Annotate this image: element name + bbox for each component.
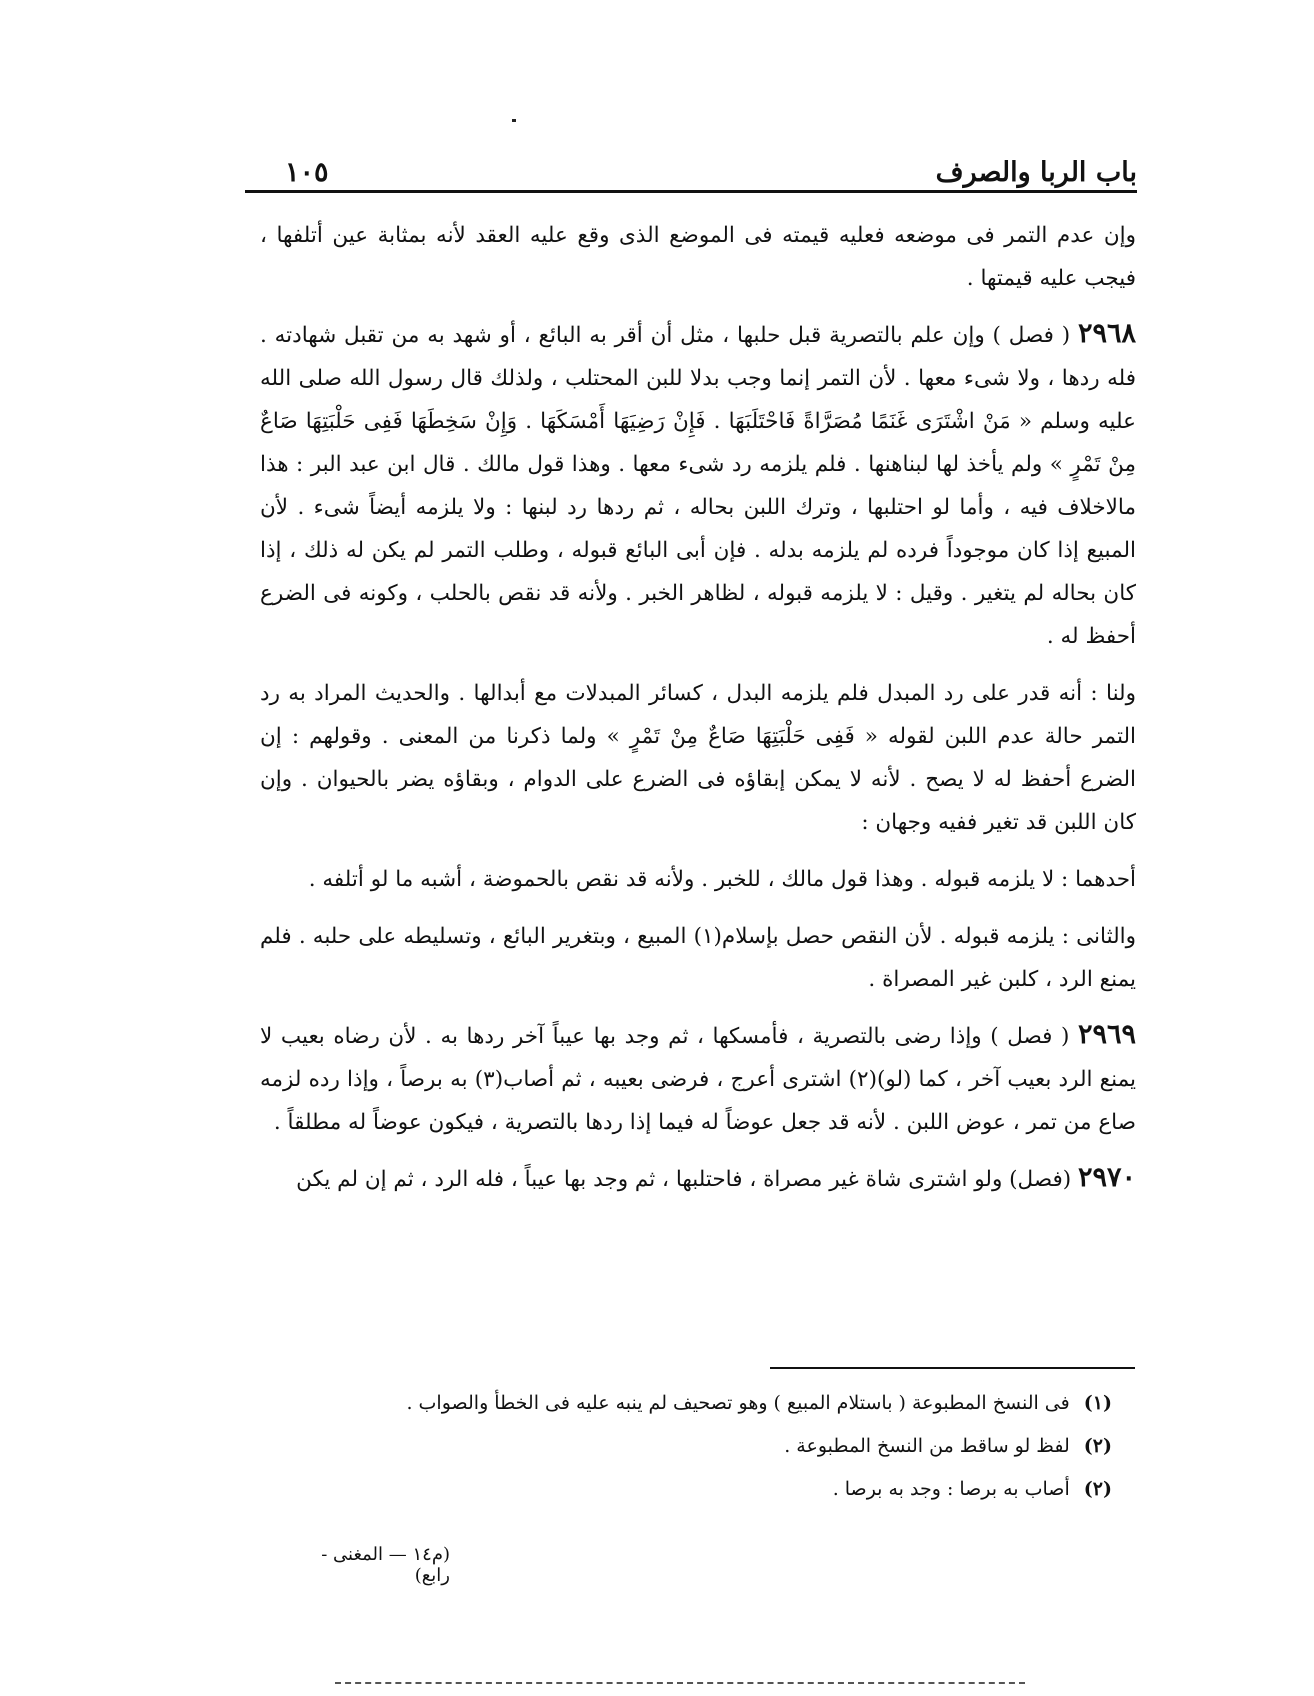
paragraph-text: أحدهما : لا يلزمه قبوله . وهذا قول مالك ، للخبر . ولأنه قد نقص بالحموضة ، أشبه ما لو أتلفه .: [308, 867, 1136, 892]
page-number: ١٠٥: [285, 157, 329, 188]
paragraph-1: [260, 212, 1136, 300]
footnote-number: (٢): [1083, 1435, 1112, 1457]
signature-mark: (م١٤ — المغنى - رابع): [321, 1544, 450, 1586]
paragraph-text: والثانى : يلزمه قبوله . لأن النقص حصل بإسلام(١) المبيع ، وبتغرير البائع ، وتسليطه على حلبه . فلم يمنع الرد ، كلبن غير المصراة .: [260, 924, 1136, 992]
footnote-text: أصاب به برصا : وجد به برصا .: [832, 1478, 1070, 1500]
entry-number: ٢٩٧٠: [1077, 1162, 1136, 1193]
paragraph-3: [260, 670, 1136, 844]
footnote: [300, 1468, 1112, 1511]
paragraph-2970: [260, 1156, 1136, 1201]
scan-artifact-line: [335, 1682, 1025, 1684]
paragraph-text: وإن عدم التمر فى موضعه فعليه قيمته فى الموضع الذى وقع عليه العقد لأنه بمثابة عين أتلفها ، فيجب عليه قيمتها .: [260, 223, 1136, 291]
paragraph-4: [260, 856, 1136, 901]
paragraph-text: ( فصل ) وإذا رضى بالتصرية ، فأمسكها ، ثم وجد بها عيباً آخر ردها به . لأن رضاه بعيب لا يمنع الرد بعيب آخر ، كما (لو)(٢) اشترى أعرج ، فرضى بعيبه ، ثم أصاب(٣) به برصاً ، وإذا رده لزمه صاع من تمر ، عوض اللبن . لأنه قد جعل عوضاً له فيما إذا ردها بالتصرية ، فيكون عوضاً له مطلقاً .: [260, 1024, 1136, 1135]
footnotes: [300, 1382, 1112, 1511]
main-text: [260, 212, 1136, 1213]
footnote-rule: [770, 1367, 1135, 1369]
paragraph-text: ولنا : أنه قدر على رد المبدل فلم يلزمه البدل ، كسائر المبدلات مع أبدالها . والحديث المراد به رد التمر حالة عدم اللبن لقوله « فَفِى حَلْبَتِهَا صَاعٌ مِنْ تَمْرٍ » ولما ذكرنا من المعنى . وقولهم : إن الضرع أحفظ له لا يصح . لأنه لا يمكن إبقاؤه فى الضرع على الدوام ، وبقاؤه يضر بالحيوان . وإن كان اللبن قد تغير ففيه وجهان :: [260, 681, 1136, 835]
footnote: [300, 1425, 1112, 1468]
chapter-title: باب الربا والصرف: [935, 157, 1137, 188]
footnote-text: فى النسخ المطبوعة ( باستلام المبيع ) وهو تصحيف لم ينبه عليه فى الخطأ والصواب .: [406, 1392, 1070, 1414]
paragraph-2968: [260, 312, 1136, 658]
entry-number: ٢٩٦٩: [1077, 1019, 1136, 1050]
page-header: [245, 150, 1137, 188]
paragraph-text: ( فصل ) وإن علم بالتصرية قبل حلبها ، مثل أن أقر به البائع ، أو شهد به من تقبل شهادته . فله ردها ، ولا شىء معها . لأن التمر إنما وجب بدلا للبن المحتلب ، ولذلك قال رسول الله صلى الله عليه وسلم « مَنْ اشْتَرَى غَنَمًا مُصَرَّاةً فَاحْتَلَبَهَا . فَإِنْ رَضِيَهَا أَمْسَكَهَا . وَإِنْ سَخِطَهَا فَفِى حَلْبَتِهَا صَاعٌ مِنْ تَمْرٍ » ولم يأخذ لها لبناهنها . فلم يلزمه رد شىء معها . وهذا قول مالك . قال ابن عبد البر : هذا مالاخلاف فيه ، وأما لو احتلبها ، وترك اللبن بحاله ، ثم ردها رد لبنها : ولا يلزمه أيضاً شىء . لأن المبيع إذا كان موجوداً فرده لم يلزمه بدله . فإن أبى البائع قبوله ، وطلب التمر لم يكن له ذلك ، إذا كان بحاله لم يتغير . وقيل : لا يلزمه قبوله ، لظاهر الخبر . ولأنه قد نقص بالحلب ، وكونه فى الضرع أحفظ له .: [260, 323, 1136, 649]
paragraph-2969: [260, 1013, 1136, 1144]
paragraph-5: [260, 913, 1136, 1001]
ink-speck: [512, 119, 516, 122]
footnote-number: (٢): [1083, 1478, 1112, 1500]
entry-number: ٢٩٦٨: [1077, 318, 1136, 349]
footnote-number: (١): [1083, 1392, 1112, 1414]
footnote-text: لفظ لو ساقط من النسخ المطبوعة .: [784, 1435, 1070, 1457]
footnote: [300, 1382, 1112, 1425]
paragraph-text: (فصل) ولو اشترى شاة غير مصراة ، فاحتلبها ، ثم وجد بها عيباً ، فله الرد ، ثم إن لم يكن: [296, 1167, 1072, 1192]
header-rule: [245, 190, 1137, 193]
